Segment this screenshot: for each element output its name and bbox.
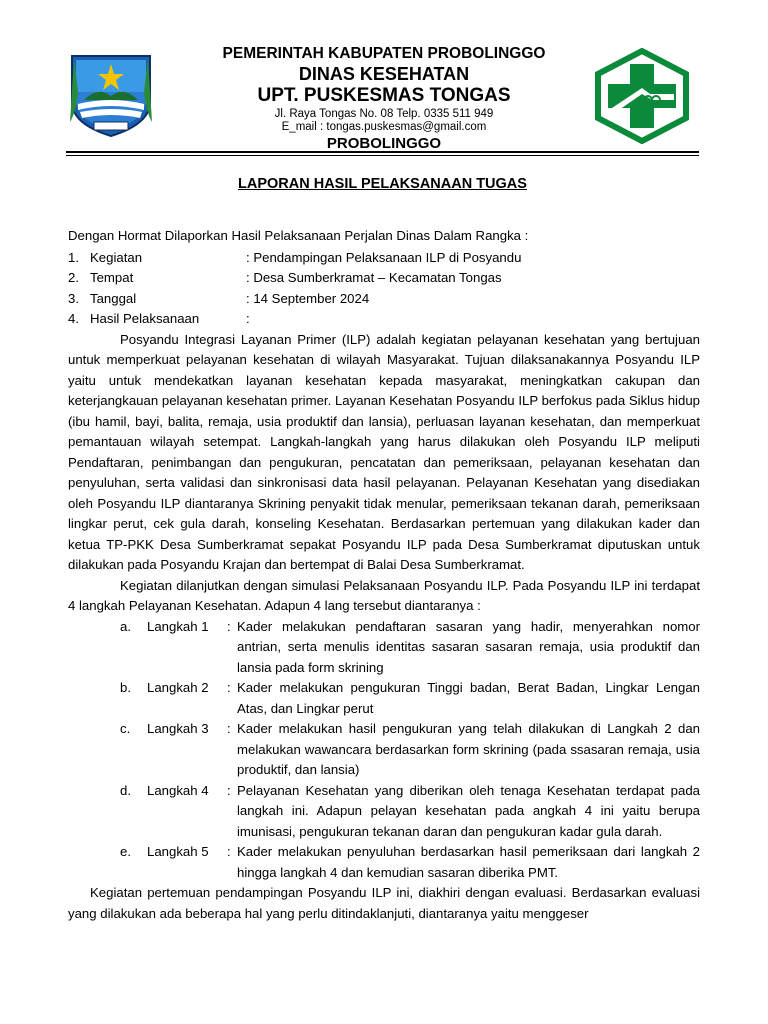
step-text: Kader melakukan penyuluhan berdasarkan hasil pemeriksaan dari langkah 2 hingga langkah 4 dan kemudian sasaran diberika PMT. bbox=[237, 844, 700, 880]
step-colon: : bbox=[227, 782, 231, 798]
email-line: E_mail : tongas.puskesmas@gmail.com bbox=[281, 121, 487, 133]
step-name: Langkah 4 bbox=[147, 782, 209, 798]
step-item bbox=[68, 678, 700, 719]
item-label: Tempat bbox=[90, 270, 134, 285]
step-letter: b. bbox=[120, 680, 131, 695]
probolinggo-emblem-icon bbox=[66, 52, 156, 138]
item-value: : 14 September 2024 bbox=[246, 290, 370, 306]
step-text: Kader melakukan pendaftaran sasaran yang hadir, menyerahkan nomor antrian, serta menulis identitas sasaran sasaran remaja, usia produktif dan lansia pada form skrining bbox=[237, 618, 700, 675]
header-rule-thick bbox=[66, 151, 699, 153]
item-value: : bbox=[246, 311, 250, 326]
step-colon: : bbox=[227, 618, 231, 634]
item-label: Tanggal bbox=[90, 290, 137, 306]
institution-name: UPT. PUSKESMAS TONGAS bbox=[257, 85, 511, 106]
step-item bbox=[68, 617, 700, 679]
city-name: PROBOLINGGO bbox=[326, 135, 442, 152]
step-item bbox=[68, 719, 700, 781]
item-label: Hasil Pelaksanaan bbox=[90, 311, 200, 326]
step-colon: : bbox=[227, 844, 231, 859]
step-letter: a. bbox=[120, 618, 131, 634]
step-name: Langkah 2 bbox=[147, 680, 209, 695]
department-name: DINAS KESEHATAN bbox=[298, 64, 470, 84]
header-rule-thin bbox=[66, 155, 699, 156]
list-item bbox=[68, 289, 700, 310]
step-item bbox=[68, 781, 700, 843]
step-text: Kader melakukan hasil pengukuran yang telah dilakukan di Langkah 2 dan melakukan wawancara berdasarkan form skrining (pada ssasaran remaja, usia produktif, dan lansia) bbox=[237, 721, 700, 777]
step-letter: e. bbox=[120, 844, 131, 859]
item-value: : Desa Sumberkramat – Kecamatan Tongas bbox=[246, 270, 502, 285]
step-colon: : bbox=[227, 680, 231, 695]
step-colon: : bbox=[227, 721, 231, 736]
step-name: Langkah 1 bbox=[147, 618, 209, 634]
paragraph-simulation: Kegiatan dilanjutkan dengan simulasi Pelaksanaan Posyandu ILP. Pada Posyandu ILP ini terdapat 4 langkah Pelayanan Kesehatan. Adapun 4 lang tersebut diantaranya : bbox=[68, 577, 700, 613]
step-text: Pelayanan Kesehatan yang diberikan oleh tenaga Kesehatan terdapat pada langkah ini. Adapun pelayan kesehatan pada angkah 4 ini yaitu berupa imunisasi, pengukuran tekanan daran dan pengukuran kadar gula darah. bbox=[237, 782, 700, 839]
intro-line: Dengan Hormat Dilaporkan Hasil Pelaksanaan Perjalan Dinas Dalam Rangka : bbox=[68, 228, 529, 243]
step-text: Kader melakukan pengukuran Tinggi badan, Berat Badan, Lingkar Lengan Atas, dan Lingkar perut bbox=[237, 680, 700, 716]
list-item bbox=[68, 248, 700, 269]
item-number: 1. bbox=[68, 249, 79, 265]
list-item bbox=[68, 309, 700, 330]
step-item bbox=[68, 842, 700, 883]
item-number: 2. bbox=[68, 270, 79, 285]
address-line: Jl. Raya Tongas No. 08 Telp. 0335 511 949 bbox=[274, 108, 494, 120]
item-number: 3. bbox=[68, 290, 79, 306]
paragraph-evaluation: Kegiatan pertemuan pendampingan Posyandu ILP ini, diakhiri dengan evaluasi. Berdasarkan evaluasi yang dilakukan ada beberapa hal yang perlu ditindaklanjuti, diantaranya yaitu menggeser bbox=[68, 885, 700, 921]
step-letter: d. bbox=[120, 782, 131, 798]
letterhead bbox=[180, 44, 588, 154]
government-name: PEMERINTAH KABUPATEN PROBOLINGGO bbox=[222, 45, 546, 62]
item-label: Kegiatan bbox=[90, 249, 143, 265]
item-value: : Pendampingan Pelaksanaan ILP di Posyandu bbox=[246, 249, 522, 265]
step-name: Langkah 3 bbox=[147, 721, 209, 736]
item-number: 4. bbox=[68, 311, 79, 326]
step-letter: c. bbox=[120, 721, 131, 736]
puskesmas-logo-icon bbox=[592, 48, 692, 144]
report-body bbox=[68, 226, 700, 924]
list-item bbox=[68, 268, 700, 289]
paragraph-ilp-overview: Posyandu Integrasi Layanan Primer (ILP) adalah kegiatan pelayanan kesehatan yang bertujuan untuk memperkuat pelayanan kesehatan di wilayah Masyarakat. Tujuan dilaksanakannya Posyandu ILP yaitu untuk mendekatkan layanan kesehatan kepada masyarakat, meningkatkan cakupan dan keterjangkauan pelayanan kesehatan primer. Layanan Kesehatan Posyandu ILP berfokus pada Siklus hidup (ibu hamil, bayi, balita, remaja, usia produktif dan lansia), perluasan layanan kesehatan, dan memperkuat pemantauan wilayah setempat. Langkah-langkah yang harus dilakukan oleh Posyandu ILP meliputi Pendaftaran, penimbangan dan pengukuran, pencatatan dan pemeriksaan, pelayanan kesehatan dan penyuluhan, serta validasi dan sinkronisasi data hasil pelayanan. Pelayanan Kesehatan yang disediakan oleh Posyandu ILP diantaranya Skrining penyakit tidak menular, pemeriksaan tekanan darah, pemeriksaan lingkar perut, cek gula darah, konseling Kesehatan. Berdasarkan pertemuan yang dilakukan kader dan ketua TP-PKK Desa Sumberkramat sepakat Posyandu ILP pada Desa Sumberkramat diputuskan untuk dilakukan pada Posyandu Krajan dan bertempat di Balai Desa Sumberkramat. bbox=[68, 331, 700, 572]
step-name: Langkah 5 bbox=[147, 844, 209, 859]
report-title: LAPORAN HASIL PELAKSANAAN TUGAS bbox=[238, 176, 527, 192]
